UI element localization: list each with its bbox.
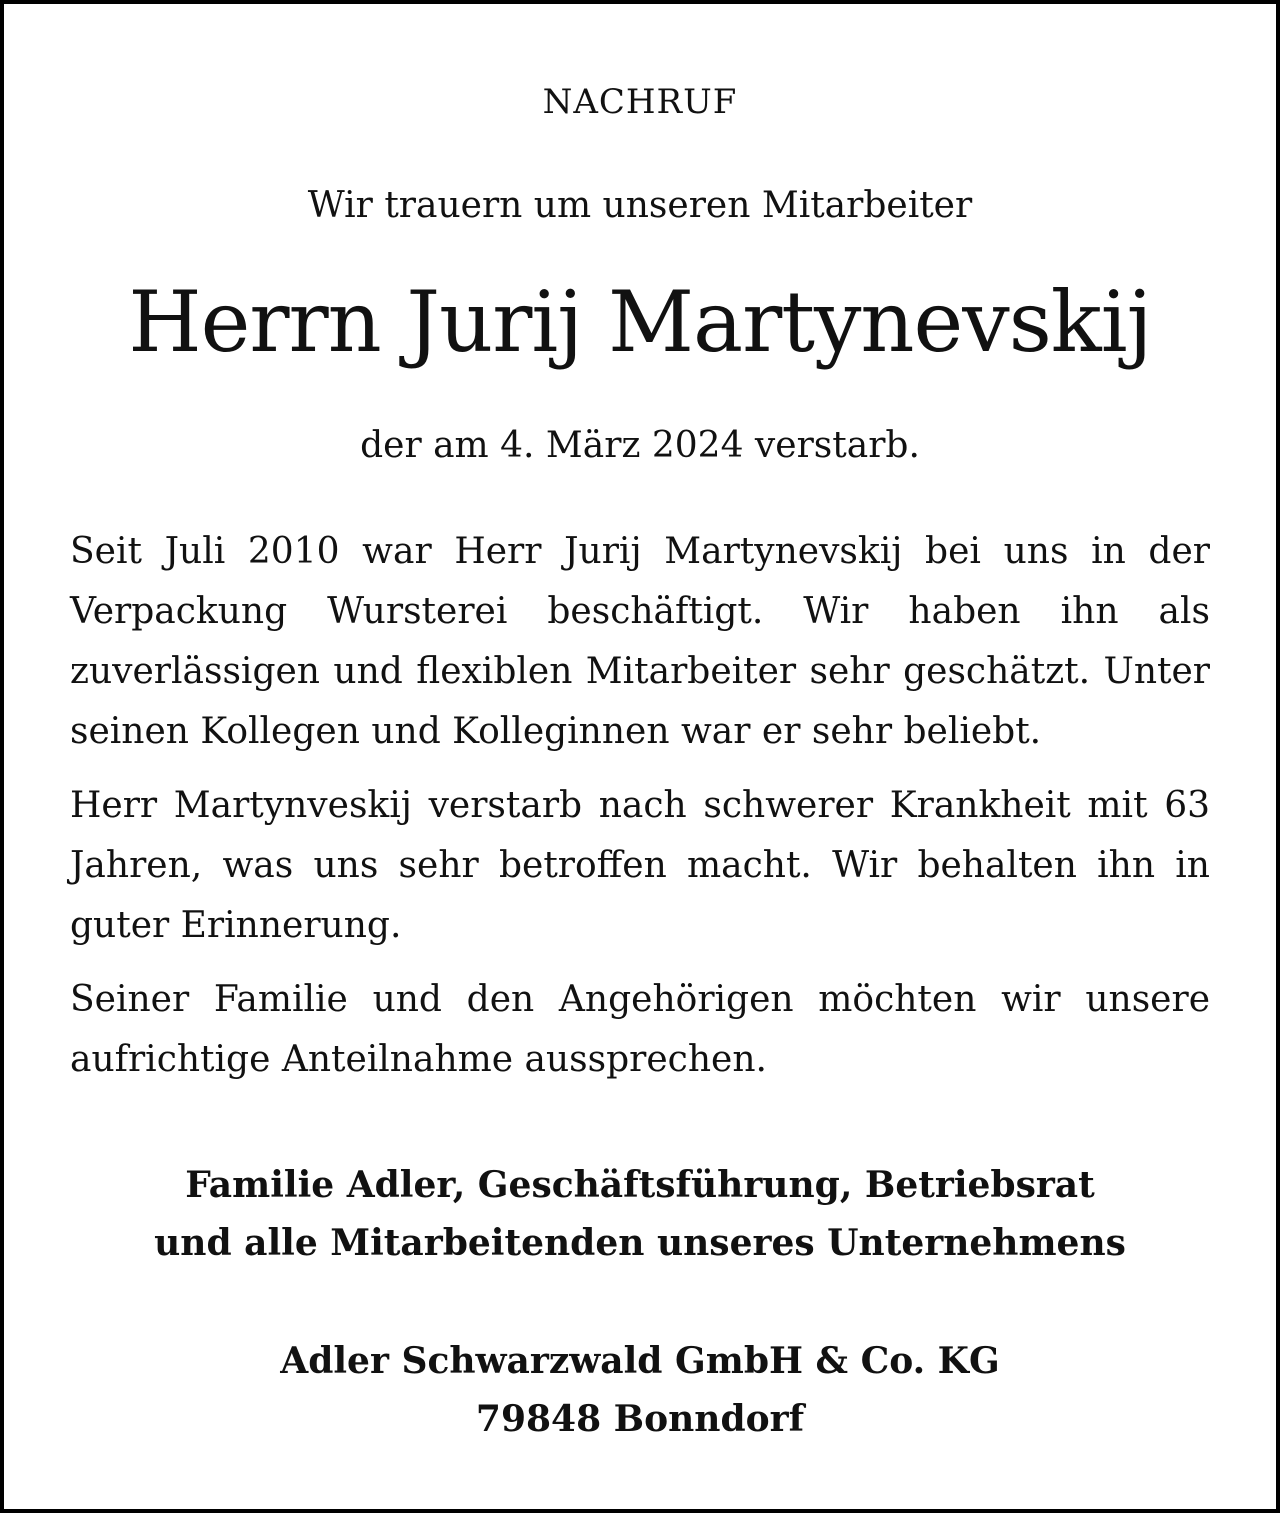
paragraph-condolences: Seiner Familie und den Angehörigen möchten wir unsere aufrichtige Anteilnahme aussprechen. xyxy=(70,979,1210,1080)
signatory-line: und alle Mitarbeitenden unseres Unternehmens xyxy=(154,1222,1126,1264)
signatories xyxy=(4,1156,1276,1272)
intro-line: Wir trauern um unseren Mitarbeiter xyxy=(307,185,973,226)
death-date-line: der am 4. März 2024 verstarb. xyxy=(360,425,920,466)
company-address: 79848 Bonndorf xyxy=(475,1398,805,1440)
notice-heading: NACHRUF xyxy=(542,82,738,122)
company-block xyxy=(4,1332,1276,1448)
paragraph-passing: Herr Martynveskij verstarb nach schwerer Krankheit mit 63 Jahren, was uns sehr betroffen macht. Wir behalten ihn in guter Erinnerung. xyxy=(70,785,1210,946)
deceased-name: Herrn Jurij Martynevskij xyxy=(128,273,1152,371)
paragraph-employment: Seit Juli 2010 war Herr Jurij Martynevskij bei uns in der Verpackung Wursterei beschäftigt. Wir haben ihn als zuverlässigen und flexiblen Mitarbeiter sehr geschätzt. Unter seinen Kollegen und Kolleginnen war er sehr beliebt. xyxy=(70,531,1210,752)
company-name: Adler Schwarzwald GmbH & Co. KG xyxy=(280,1340,1000,1382)
signatory-line: Familie Adler, Geschäftsführung, Betriebsrat xyxy=(185,1164,1095,1206)
body-text xyxy=(70,522,1210,1104)
